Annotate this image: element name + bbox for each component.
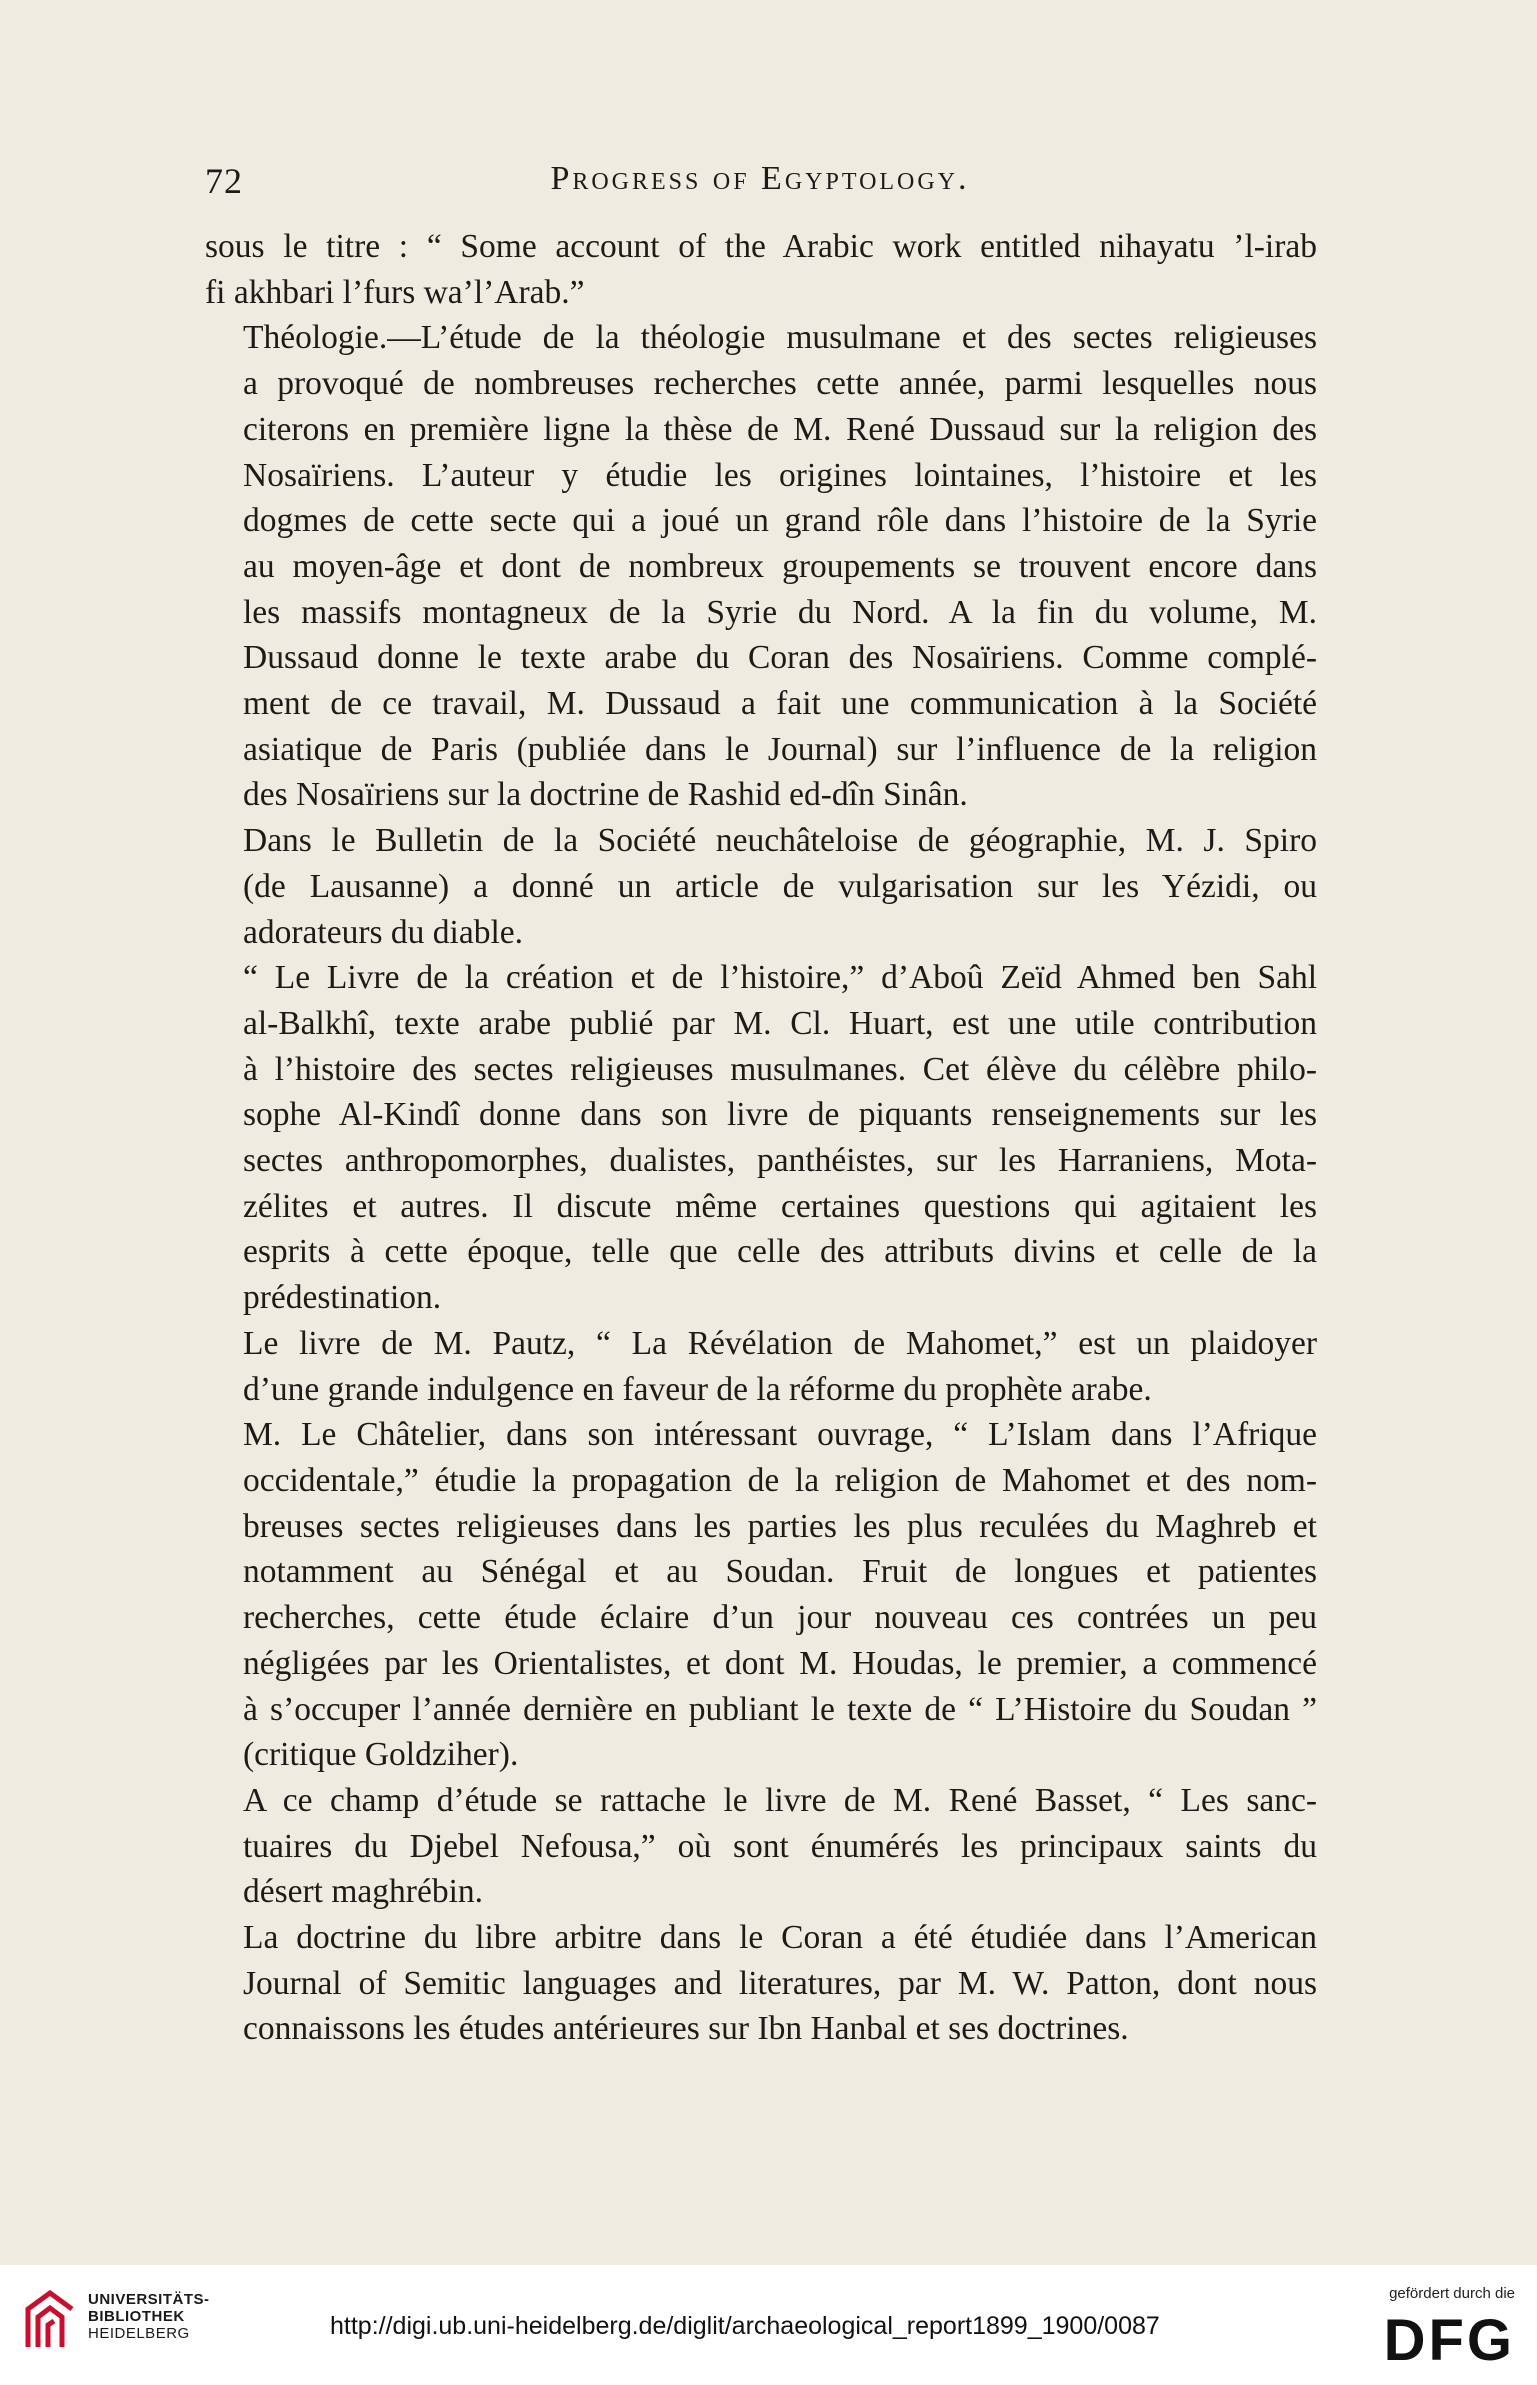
text-line: les massifs montagneux de la Syrie du Nord. A la fin du volume, M. [243, 593, 1317, 631]
text-line: La doctrine du libre arbitre dans le Coran a été étudiée dans l’American [243, 1919, 1317, 1957]
paragraph [205, 1412, 1317, 1778]
text-line: asiatique de Paris (publiée dans le Journal) sur l’influence de la religion [243, 730, 1317, 768]
text-line: “ Le Livre de la création et de l’histoire,” d’Aboû Zeïd Ahmed ben Sahl [243, 959, 1317, 997]
text-line: Nosaïriens. L’auteur y étudie les origines lointaines, l’histoire et les [243, 456, 1317, 494]
permalink-url[interactable]: http://digi.ub.uni-heidelberg.de/diglit/archaeological_report1899_1900/0087 [330, 2312, 1160, 2340]
dfg-logo: DFG [1383, 2308, 1515, 2373]
text-line: sectes anthropomorphes, dualistes, panthéistes, sur les Harraniens, Mota- [243, 1142, 1317, 1180]
text-line: breuses sectes religieuses dans les parties les plus reculées du Maghreb et [243, 1507, 1317, 1545]
text-line: al-Balkhî, texte arabe publié par M. Cl. Huart, est une utile contribution [243, 1004, 1317, 1042]
text-line: zélites et autres. Il discute même certaines questions qui agitaient les [243, 1187, 1317, 1225]
text-line: des Nosaïriens sur la doctrine de Rashid ed-dîn Sinân. [243, 776, 968, 814]
text-line: (critique Goldziher). [243, 1736, 519, 1774]
footer-bar [0, 2265, 1537, 2385]
text-line: sous le titre : “ Some account of the Arabic work entitled nihayatu ’l-irab [205, 228, 1317, 265]
paragraph [205, 1915, 1317, 2052]
text-line: Le livre de M. Pautz, “ La Révélation de Mahomet,” est un plaidoyer [243, 1324, 1317, 1362]
text-line: citerons en première ligne la thèse de M. René Dussaud sur la religion des [243, 410, 1317, 448]
paragraph [205, 955, 1317, 1321]
text-line: désert maghrébin. [243, 1873, 483, 1911]
text-line: prédestination. [243, 1279, 442, 1317]
text-line: ment de ce travail, M. Dussaud a fait une communication à la Société [243, 685, 1317, 723]
library-name-line: BIBLIOTHEK [88, 2308, 185, 2325]
text-line: notamment au Sénégal et au Soudan. Fruit de longues et patientes [243, 1553, 1317, 1591]
university-library-name [88, 2291, 210, 2342]
paragraph [205, 224, 1317, 315]
text-line: connaissons les études antérieures sur Ibn Hanbal et ses doctrines. [243, 2010, 1129, 2048]
text-line: tuaires du Djebel Nefousa,” où sont énumérés les principaux saints du [243, 1827, 1317, 1865]
paragraph [205, 1321, 1317, 1412]
library-name-line: HEIDELBERG [88, 2325, 190, 2342]
text-line: dogmes de cette secte qui a joué un grand rôle dans l’histoire de la Syrie [243, 502, 1317, 540]
text-line: Théologie.—L’étude de la théologie musulmane et des sectes religieuses [243, 319, 1317, 357]
running-head [205, 160, 1315, 210]
text-line: Dans le Bulletin de la Société neuchâteloise de géographie, M. J. Spiro [243, 822, 1317, 860]
text-line: sophe Al-Kindî donne dans son livre de piquants renseignements sur les [243, 1096, 1317, 1134]
paragraph [205, 315, 1317, 818]
paragraph [205, 1778, 1317, 1915]
text-line: A ce champ d’étude se rattache le livre de M. René Basset, “ Les sanc- [243, 1781, 1317, 1819]
text-line: recherches, cette étude éclaire d’un jour nouveau ces contrées un peu [243, 1599, 1317, 1637]
text-line: M. Le Châtelier, dans son intéressant ouvrage, “ L’Islam dans l’Afrique [243, 1416, 1317, 1454]
paragraph [205, 818, 1317, 955]
body-text [205, 224, 1317, 2052]
running-title: Progress of Egyptology. [550, 160, 970, 197]
text-line: esprits à cette époque, telle que celle des attributs divins et celle de la [243, 1233, 1317, 1271]
text-line: fi akhbari l’furs wa’l’Arab.” [205, 273, 585, 311]
university-library-logo-icon [20, 2287, 80, 2357]
text-line: adorateurs du diable. [243, 913, 523, 951]
text-line: Dussaud donne le texte arabe du Coran des Nosaïriens. Comme complé- [243, 639, 1317, 677]
text-line: d’une grande indulgence en faveur de la réforme du prophète arabe. [243, 1370, 1152, 1408]
text-line: négligées par les Orientalistes, et dont M. Houdas, le premier, a commencé [243, 1644, 1317, 1682]
text-line: occidentale,” étudie la propagation de la religion de Mahomet et des nom- [243, 1461, 1317, 1499]
funded-by-label: gefördert durch die [1389, 2285, 1515, 2302]
text-line: à l’histoire des sectes religieuses musulmanes. Cet élève du célèbre philo- [243, 1050, 1317, 1088]
text-line: (de Lausanne) a donné un article de vulgarisation sur les Yézidi, ou [243, 867, 1317, 905]
text-line: à s’occuper l’année dernière en publiant le texte de “ L’Histoire du Soudan ” [243, 1690, 1317, 1728]
page-number: 72 [205, 161, 243, 201]
library-name-line: UNIVERSITÄTS- [88, 2291, 210, 2308]
text-line: Journal of Semitic languages and literatures, par M. W. Patton, dont nous [243, 1964, 1317, 2002]
text-line: a provoqué de nombreuses recherches cette année, parmi lesquelles nous [243, 365, 1317, 403]
text-line: au moyen-âge et dont de nombreux groupements se trouvent encore dans [243, 547, 1317, 585]
